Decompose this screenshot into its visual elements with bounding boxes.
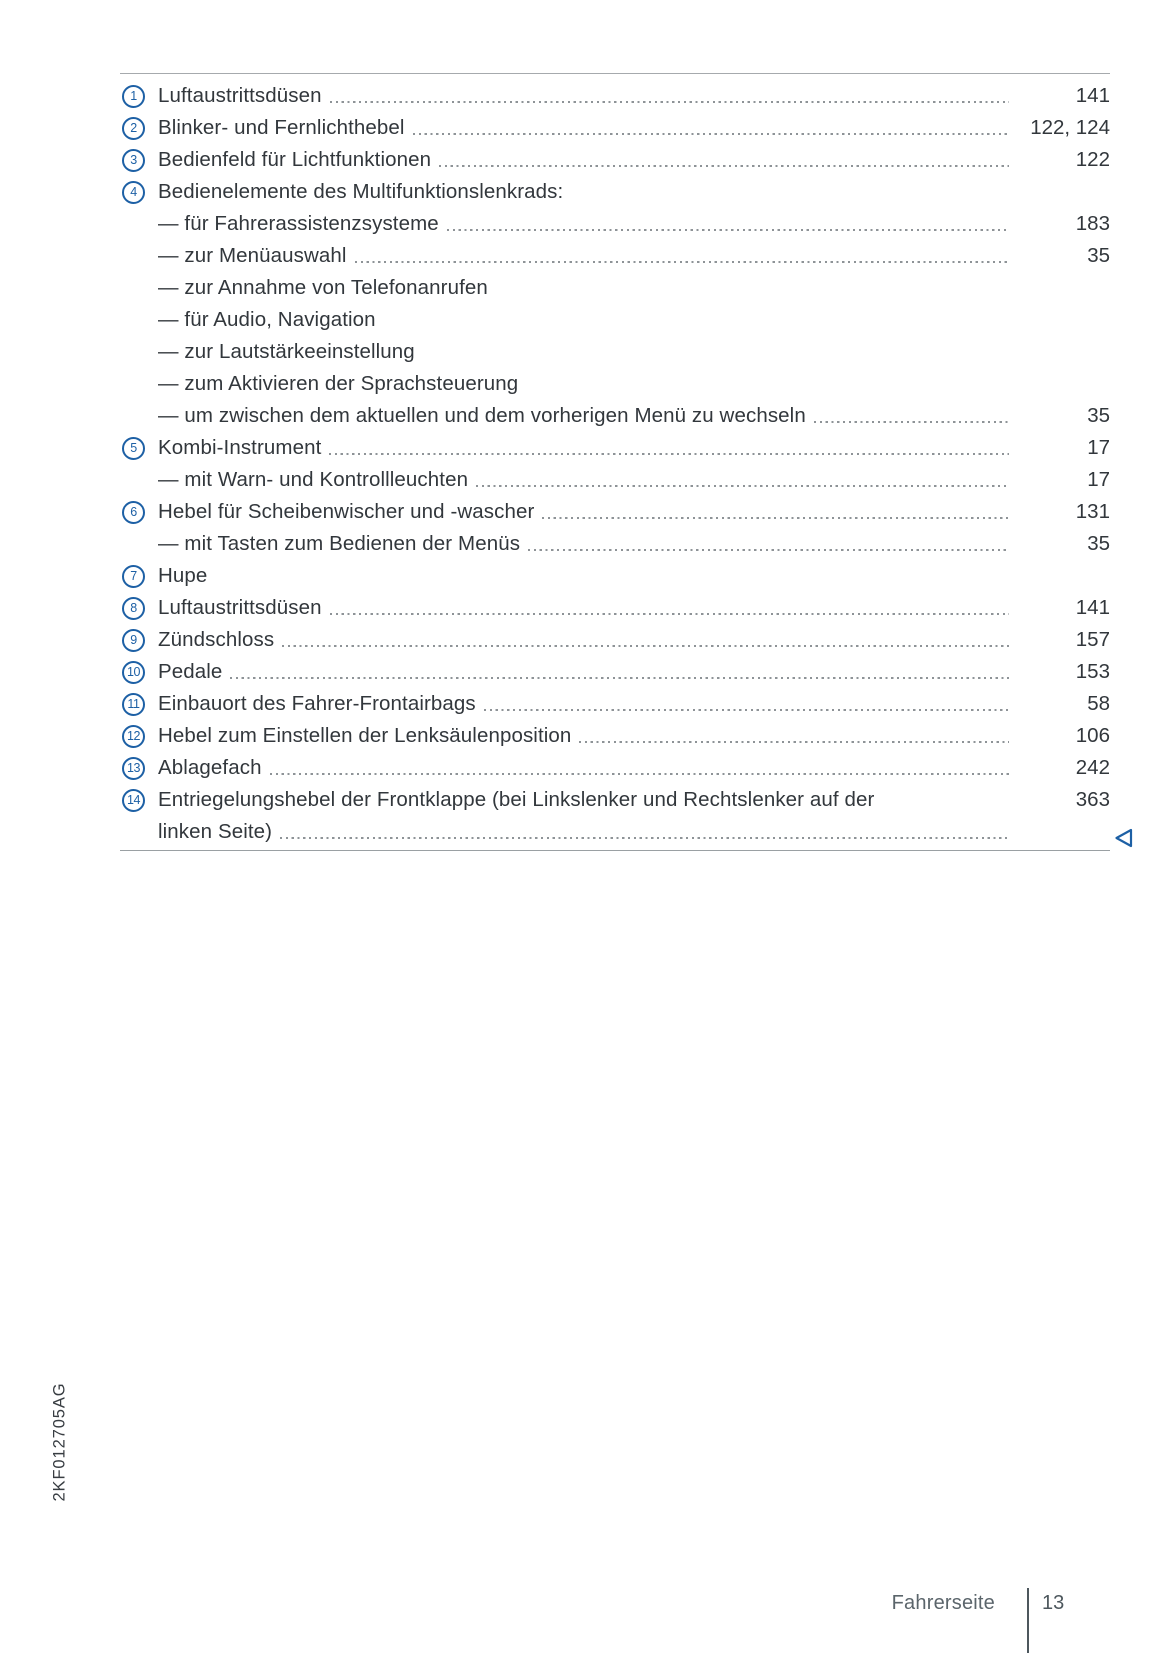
item-label: Hebel zum Einstellen der Lenksäulenposition [158,724,572,747]
bottom-rule [120,850,1110,851]
item-label: Blinker- und Fernlichthebel [158,116,405,139]
page-number: 363 [1075,788,1110,811]
dot-leader [814,421,1009,423]
badge-slot [120,501,158,524]
item-label: Luftaustrittsdüsen [158,84,322,107]
item-number-badge: 10 [122,661,145,684]
toc-row [120,336,1110,368]
toc-row [120,80,1110,112]
toc-row [120,592,1110,624]
badge-slot [120,117,158,140]
item-number-badge: 4 [122,181,145,204]
badge-slot [120,757,158,780]
page-number: 35 [1087,244,1110,267]
badge-slot [120,629,158,652]
item-label: Luftaustrittsdüsen [158,596,322,619]
dot-leader [230,677,1009,679]
page-number: 35 [1087,532,1110,555]
badge-slot [120,181,158,204]
toc-row [120,304,1110,336]
toc-row [120,688,1110,720]
item-label: — für Fahrerassistenzsysteme [158,212,439,235]
item-label: Ablagefach [158,756,262,779]
item-number-badge: 5 [122,437,145,460]
toc-row [120,816,1110,848]
dot-leader [282,645,1009,647]
item-label: — mit Tasten zum Bedienen der Menüs [158,532,521,555]
item-label: Pedale [158,660,223,683]
dot-leader [329,453,1009,455]
item-label: Bedienfeld für Lichtfunktionen [158,148,432,171]
page-number: 141 [1075,84,1110,107]
page-number: 122 [1075,148,1110,171]
item-number-badge: 12 [122,725,145,748]
item-number-badge: 13 [122,757,145,780]
badge-slot [120,693,158,716]
page-number: 17 [1087,436,1110,459]
badge-slot [120,597,158,620]
item-number-badge: 11 [122,693,145,716]
item-label: — für Audio, Navigation [158,308,376,331]
badge-slot [120,565,158,588]
item-number-badge: 9 [122,629,145,652]
dot-leader [476,485,1009,487]
page-number: 58 [1087,692,1110,715]
item-number-badge: 6 [122,501,145,524]
item-number-badge: 2 [122,117,145,140]
badge-slot [120,85,158,108]
page-number: 242 [1075,756,1110,779]
toc-row [120,784,1110,816]
page-number: 183 [1075,212,1110,235]
badge-slot [120,661,158,684]
dot-leader [528,549,1009,551]
badge-slot [120,437,158,460]
toc-row [120,208,1110,240]
toc-row [120,464,1110,496]
item-label: Einbauort des Fahrer-Frontairbags [158,692,476,715]
toc-row [120,272,1110,304]
dot-leader [447,229,1009,231]
toc-row [120,240,1110,272]
page-number: 141 [1075,596,1110,619]
toc-row [120,560,1110,592]
toc-row [120,656,1110,688]
part-code-vertical: 2KF012705AG [50,1382,69,1502]
item-label: — zur Menüauswahl [158,244,347,267]
toc-row [120,176,1110,208]
toc-row [120,112,1110,144]
footer-divider [1027,1588,1029,1653]
toc-row [120,624,1110,656]
item-label: Kombi-Instrument [158,436,322,459]
item-label: linken Seite) [158,820,273,843]
table-of-contents [120,73,1110,851]
item-label: Entriegelungshebel der Frontklappe (bei Linkslenker und Rechtslenker auf der [158,788,875,811]
page-number: 17 [1087,468,1110,491]
footer-page-number: 13 [1042,1592,1065,1614]
item-number-badge: 1 [122,85,145,108]
section-end-triangle-icon [1112,828,1134,848]
toc-row [120,432,1110,464]
item-label: Hupe [158,564,208,587]
badge-slot [120,789,158,812]
item-number-badge: 8 [122,597,145,620]
dot-leader [413,133,1009,135]
page-number: 131 [1075,500,1110,523]
page-number: 153 [1075,660,1110,683]
item-number-badge: 14 [122,789,145,812]
toc-row [120,752,1110,784]
toc-row [120,528,1110,560]
dot-leader [280,837,1009,839]
toc-row [120,720,1110,752]
dot-leader [330,101,1009,103]
toc-rows [120,74,1110,848]
dot-leader [270,773,1009,775]
dot-leader [355,261,1009,263]
item-label: Bedienelemente des Multifunktionslenkrads: [158,180,564,203]
dot-leader [542,517,1009,519]
footer-section-label: Fahrerseite [891,1592,995,1614]
dot-leader [330,613,1009,615]
dot-leader [579,741,1009,743]
item-label: — zur Lautstärkeeinstellung [158,340,415,363]
toc-row [120,368,1110,400]
toc-row [120,496,1110,528]
item-number-badge: 3 [122,149,145,172]
badge-slot [120,725,158,748]
item-label: Hebel für Scheibenwischer und -wascher [158,500,535,523]
page-number: 35 [1087,404,1110,427]
toc-row [120,144,1110,176]
badge-slot [120,149,158,172]
item-label: — zum Aktivieren der Sprachsteuerung [158,372,519,395]
page-number: 122, 124 [1030,116,1110,139]
toc-row [120,400,1110,432]
item-label: — zur Annahme von Telefonanrufen [158,276,488,299]
item-label: — mit Warn- und Kontrollleuchten [158,468,469,491]
page-number: 106 [1075,724,1110,747]
dot-leader [439,165,1009,167]
item-label: Zündschloss [158,628,275,651]
item-label: — um zwischen dem aktuellen und dem vorherigen Menü zu wechseln [158,404,806,427]
dot-leader [484,709,1009,711]
item-number-badge: 7 [122,565,145,588]
page-number: 157 [1075,628,1110,651]
